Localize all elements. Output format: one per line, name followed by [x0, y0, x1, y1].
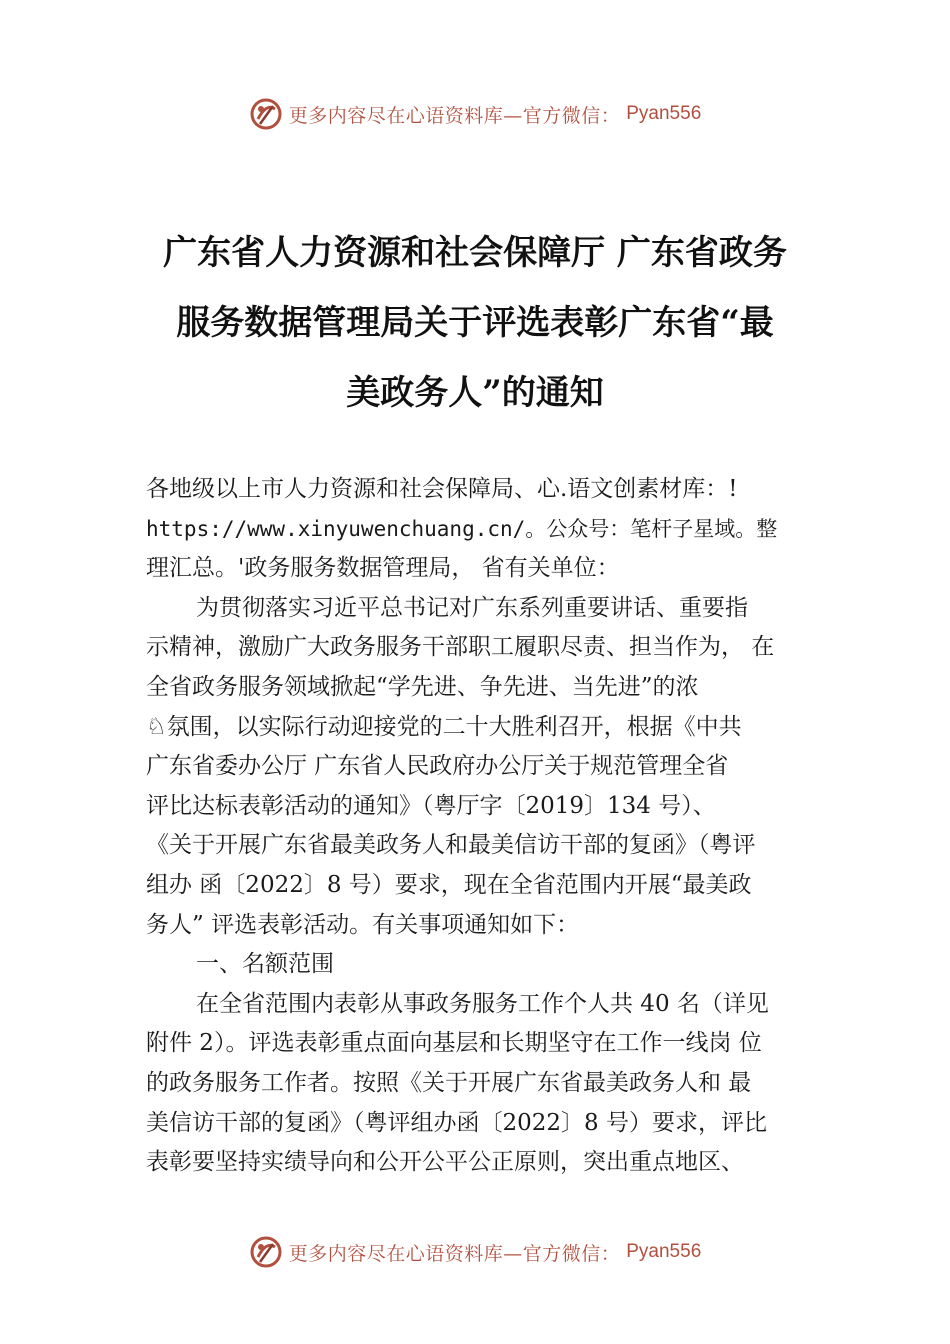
watermark-wechat-id: Pyan556 — [626, 103, 702, 124]
body-line-11: 组办 函〔2022〕8 号）要求，现在全省范围内开展“最美政 — [146, 871, 752, 898]
seal-logo-icon — [249, 1235, 283, 1269]
title-line-3: 美政务人”的通知 — [346, 373, 604, 413]
seal-logo-icon — [249, 97, 283, 131]
body-line-15: 附件 2）。评选表彰重点面向基层和长期坚守在工作一线岗 位 — [146, 1030, 762, 1057]
body-line-14: 在全省范围内表彰从事政务服务工作个人共 40 名（详见 — [196, 990, 769, 1017]
body-line-9: 评比达标表彰活动的通知》（粤厅字〔2019〕134 号）、 — [146, 792, 716, 819]
body-line-2: https://www.xinyuwenchuang.cn/。公众号：笔杆子星域。整 — [146, 516, 778, 541]
title-line-2: 服务数据管理局关于评选表彰广东省“最 — [176, 303, 774, 343]
watermark-text: 更多内容尽在心语资料库—官方微信： — [288, 1242, 621, 1265]
body-line-1: 各地级以上市人力资源和社会保障局、心.语文创素材库：! — [146, 476, 738, 502]
document-body — [146, 470, 836, 1183]
footer-watermark — [0, 1232, 950, 1272]
body-line-5: 示精神，激励广大政务服务干部职工履职尽责、担当作为， 在 — [146, 634, 775, 661]
body-line-8: 广东省委办公厅 广东省人民政府办公厅关于规范管理全省 — [146, 753, 729, 780]
body-line-4: 为贯彻落实习近平总书记对广东系列重要讲话、重要指 — [196, 594, 748, 621]
body-line-7: ♘氛围，以实际行动迎接党的二十大胜利召开，根据《中共 — [146, 713, 742, 740]
body-line-3: 理汇总。'政务服务数据管理局， 省有关单位： — [146, 555, 620, 582]
title-line-1: 广东省人力资源和社会保障厅 广东省政务 — [163, 233, 787, 273]
body-line-6: 全省政务服务领域掀起“学先进、争先进、当先进”的浓 — [146, 673, 699, 700]
body-line-17: 美信访干部的复函》（粤评组办函〔2022〕8 号）要求，评比 — [146, 1109, 767, 1136]
body-line-18: 表彰要坚持实绩导向和公开公平公正原则，突出重点地区、 — [146, 1149, 744, 1176]
body-line-12: 务人” 评选表彰活动。有关事项通知如下： — [146, 911, 580, 938]
header-watermark — [0, 94, 950, 134]
watermark-text: 更多内容尽在心语资料库—官方微信： — [288, 104, 621, 127]
body-line-10: 《关于开展广东省最美政务人和最美信访干部的复函》（粤评 — [146, 832, 756, 859]
body-line-16: 的政务服务工作者。按照《关于开展广东省最美政务人和 最 — [146, 1069, 752, 1096]
document-title — [100, 218, 850, 428]
section-heading-1: 一、名额范围 — [196, 951, 334, 978]
watermark-wechat-id: Pyan556 — [626, 1241, 702, 1262]
